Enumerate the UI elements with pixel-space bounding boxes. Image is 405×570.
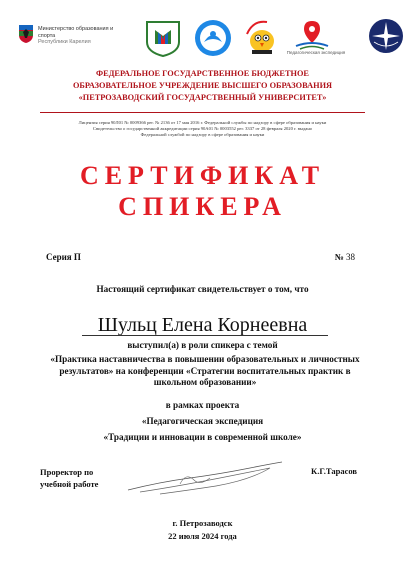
- project-line-1: «Педагогическая экспедиция: [141, 416, 264, 426]
- number-value: 38: [346, 252, 355, 262]
- university-header: [0, 68, 405, 104]
- intro-text: Настоящий сертификат свидетельствует о том, что: [96, 284, 309, 294]
- certificate-number: [335, 252, 355, 262]
- name-underline: [82, 335, 328, 336]
- footer-date: 22 июля 2024 года: [168, 531, 237, 541]
- karelia-line-2: спорта: [38, 32, 56, 39]
- license-line-2: Свидетельство о государственной аккредитации серия 90А01 № 0003552 рег. 3337 от 28 февраля 2020 г. выдано: [92, 126, 313, 131]
- topic-line-1: «Практика наставничества в повышении образовательных и личностных: [50, 354, 360, 364]
- expedition-caption: Педагогическая экспедиция: [286, 50, 346, 55]
- license-line-3: Федеральной службой по надзору в сфере образования и науки: [140, 132, 265, 137]
- title-line-1: СЕРТИФИКАТ: [79, 161, 326, 190]
- university-line-3: «ПЕТРОЗАВОДСКИЙ ГОСУДАРСТВЕННЫЙ УНИВЕРСИТЕТ»: [78, 93, 327, 102]
- karelia-line-1: Министерство образования и: [38, 26, 114, 32]
- signer-position-line-1: Проректор по: [40, 467, 94, 477]
- university-line-2: ОБРАЗОВАТЕЛЬНОЕ УЧРЕЖДЕНИЕ ВЫСШЕГО ОБРАЗОВАНИЯ: [72, 81, 333, 90]
- topic-block: [30, 354, 380, 389]
- project-line-2: «Традиции и инновации в современной школе»: [103, 432, 302, 442]
- education-emblem-logo: [143, 18, 183, 58]
- role-text: выступил(а) в роли спикера с темой: [127, 340, 278, 350]
- signer-name: К.Г.Тарасов: [311, 466, 357, 476]
- topic-line-3: школьном образовании»: [153, 377, 257, 387]
- pedagogical-expedition-logo: [286, 18, 346, 60]
- certificate-title: [0, 160, 405, 222]
- topic-line-2: результатов» на конференции «Стратегии воспитательных практик в: [59, 365, 351, 376]
- signer-position-line-2: учебной работе: [40, 479, 99, 489]
- university-star-logo: [368, 16, 404, 56]
- karelia-ministry-logo: [18, 22, 148, 52]
- header-divider: [40, 112, 365, 113]
- karelia-coat-of-arms-icon: [18, 24, 34, 44]
- license-block: [30, 120, 375, 138]
- signer-position: [40, 466, 98, 490]
- karelia-line-3: Республики Карелия: [38, 39, 91, 45]
- title-line-2: СПИКЕРА: [118, 192, 287, 221]
- license-line-1: Лицензия серия 90Л01 № 0009366 рег. № 2136 от 17 мая 2016 г. Федеральной службы по надзору в сфере образования и науки: [78, 120, 327, 125]
- series-label: Серия П: [46, 252, 81, 262]
- union-circle-logo: [193, 18, 233, 58]
- handwritten-signature: [120, 456, 290, 501]
- recipient-name: Шульц Елена Корнеевна: [97, 314, 308, 336]
- university-line-1: ФЕДЕРАЛЬНОЕ ГОСУДАРСТВЕННОЕ БЮДЖЕТНОЕ: [96, 69, 309, 78]
- number-prefix: №: [334, 252, 344, 262]
- bird-mascot-logo: [243, 16, 281, 58]
- project-frame-text: в рамках проекта: [165, 400, 240, 410]
- logo-row: [18, 12, 395, 58]
- footer-city: г. Петрозаводск: [172, 518, 233, 528]
